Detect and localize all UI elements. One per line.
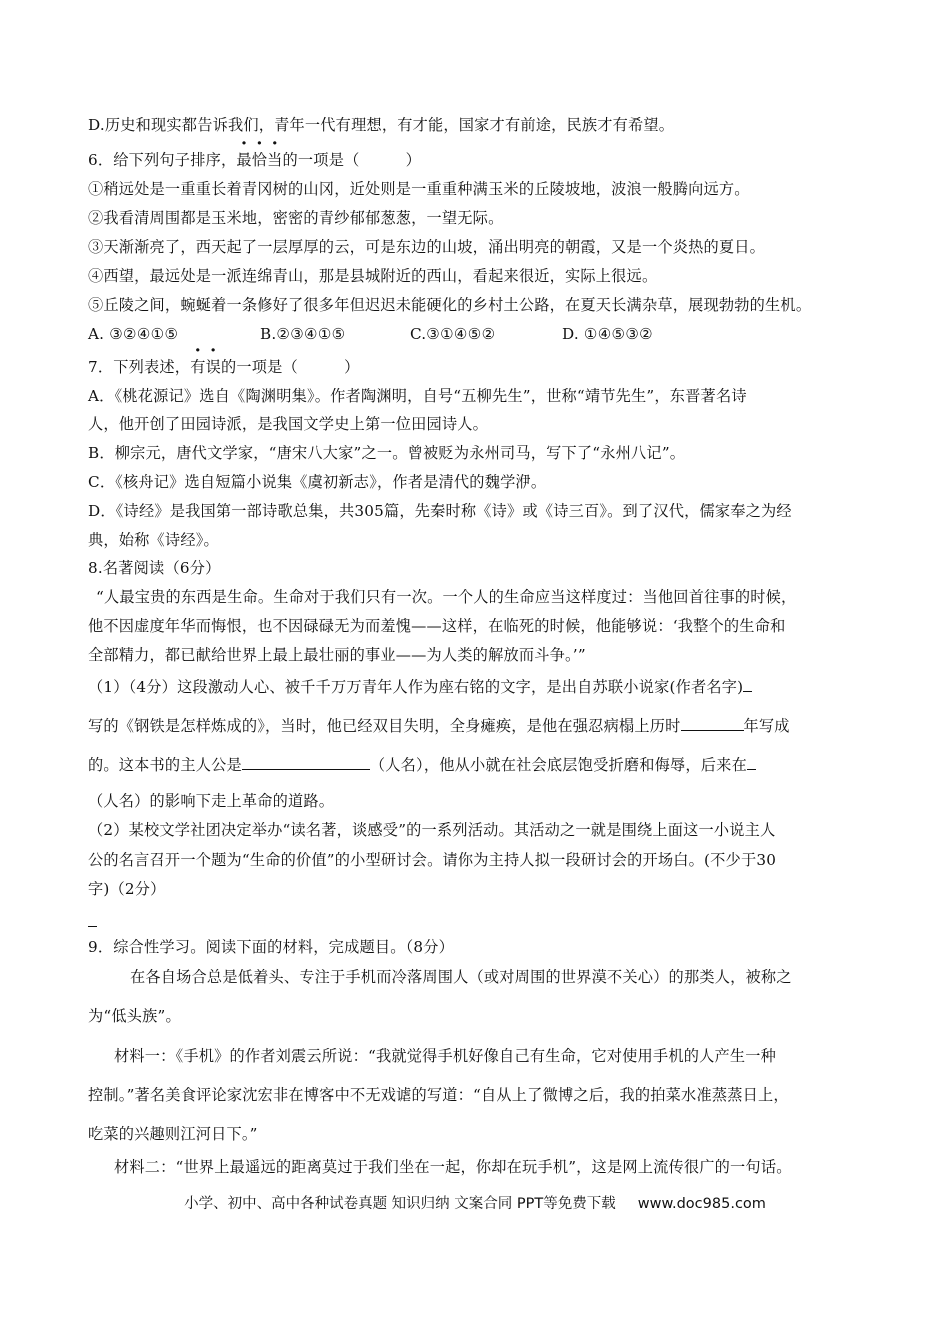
q9-intro-line2: 为“低头族”。 — [88, 1007, 181, 1025]
q8-quote-line2: 他不因虚度年华而悔恨，也不因碌碌无为而羞愧——这样，在临死的时候，他能够说：‘我整个的生命和 — [88, 617, 786, 635]
q7-stem-suffix: 的一项是（ ） — [220, 358, 360, 376]
q9-title: 9．综合性学习。阅读下面的材料，完成题目。（8分） — [88, 938, 455, 956]
footer-text: 小学、初中、高中各种试卷真题 知识归纳 文案合同 PPT等免费下载 — [184, 1196, 616, 1212]
q8-part1-line2 — [88, 713, 790, 736]
q8-part1-text: （1）（4分）这段激动人心、被千千万万青年人作为座右铭的文字，是出自苏联小说家(作者名字) — [88, 678, 744, 696]
q5-option-d: D.历史和现实都告诉我们，青年一代有理想，有才能，国家才有前途，民族才有希望。 — [88, 116, 675, 134]
q6-stem-suffix: 的一项是（ ） — [282, 151, 422, 169]
q9-material1-line3: 吃菜的兴趣则江河日下。” — [88, 1125, 258, 1143]
q6-sentence-2: ②我看清周围都是玉米地，密密的青纱郁郁葱葱，一望无际。 — [88, 209, 504, 227]
q6-stem — [88, 150, 421, 170]
mentor-name-blank[interactable] — [747, 752, 756, 770]
q6-sentence-1: ①稍远处是一重重长着青冈树的山冈，近处则是一重重种满玉米的丘陵坡地，波浪一般腾向远方。 — [88, 180, 750, 198]
q6-option-d: D. ①④⑤③② — [562, 325, 653, 343]
author-name-blank[interactable] — [743, 674, 752, 692]
q6-sentence-4: ④西望，最远处是一派连绵青山，那是县城附近的西山，看起来很近，实际上很远。 — [88, 267, 658, 285]
page-footer — [0, 1194, 950, 1214]
q9-material1-line2: 控制。”著名美食评论家沈宏非在博客中不无戏谑的写道：“自从上了微博之后，我的拍菜水准蒸蒸日上， — [88, 1086, 789, 1104]
q6-option-a: A. ③②④①⑤ — [88, 325, 179, 343]
answer-blank[interactable] — [88, 909, 97, 927]
q7-option-b: B．柳宗元，唐代文学家，“唐宋八大家”之一。曾被贬为永州司马，写下了“永州八记”。 — [88, 444, 686, 462]
q8-part1-text: 写的《钢铁是怎样炼成的》，当时，他已经双目失明，全身瘫痪，是他在强忍病榻上历时 — [88, 717, 681, 735]
years-blank[interactable] — [681, 713, 744, 731]
q7-option-a-line1: A．《桃花源记》选自《陶渊明集》。作者陶渊明，自号“五柳先生”，世称“靖节先生”，东晋著名诗 — [88, 387, 747, 405]
q8-part2-line1: （2）某校文学社团决定举办“读名著，谈感受”的一系列活动。其活动之一就是围绕上面这一小说主人 — [88, 821, 776, 839]
q9-intro-line1: 在各自场合总是低着头、专注于手机而冷落周围人（或对周围的世界漠不关心）的那类人，被称之 — [130, 968, 792, 986]
q8-quote-line1: “人最宝贵的东西是生命。生命对于我们只有一次。一个人的生命应当这样度过：当他回首往事的时候， — [96, 588, 797, 606]
q8-part2-line3: 字)（2分） — [88, 880, 166, 898]
q6-options — [88, 324, 653, 344]
q7-option-d-line1: D．《诗经》是我国第一部诗歌总集，共305篇，先秦时称《诗》或《诗三百》。到了汉代，儒家奉之为经 — [88, 502, 792, 520]
q6-option-b: B.②③④①⑤ — [260, 325, 346, 343]
emphasis-mark: 有 — [190, 358, 206, 376]
q8-part1-line3 — [88, 752, 756, 775]
q6-sentence-3: ③天渐渐亮了，西天起了一层厚厚的云，可是东边的山坡，涌出明亮的朝霞，又是一个炎热的夏日。 — [88, 238, 766, 256]
q8-part2-line2: 公的名言召开一个题为“生命的价值”的小型研讨会。请你为主持人拟一段研讨会的开场白。(不少于30 — [88, 851, 777, 869]
footer-link[interactable]: www.doc985.com — [637, 1196, 766, 1212]
q8-part1-text: 的。这本书的主人公是 — [88, 756, 242, 774]
q6-option-c: C.③①④⑤② — [410, 325, 496, 343]
q7-stem-prefix: 7．下列表述， — [88, 358, 191, 376]
q7-option-d-line2: 典，始称《诗经》。 — [88, 531, 219, 549]
q8-part1-line4: （人名）的影响下走上革命的道路。 — [88, 792, 335, 810]
q8-part1-text: （人名），他从小就在社会底层饱受折磨和侮辱，后来在 — [369, 756, 747, 774]
q8-quote-line3: 全部精力，都已献给世界上最上最壮丽的事业——为人类的解放而斗争。’” — [88, 646, 586, 664]
emphasis-mark: 最 — [236, 151, 252, 169]
q7-option-a-line2: 人，他开创了田园诗派，是我国文学史上第一位田园诗人。 — [88, 415, 489, 433]
q6-stem-prefix: 6．给下列句子排序， — [88, 151, 237, 169]
q9-material2-line1: 材料二：“世界上最遥远的距离莫过于我们坐在一起，你却在玩手机”，这是网上流传很广的一句话。 — [114, 1158, 792, 1176]
emphasis-mark: 当 — [267, 151, 283, 169]
q6-sentence-5: ⑤丘陵之间，蜿蜒着一条修好了很多年但迟迟未能硬化的乡村土公路，在夏天长满杂草，展现勃勃的生机。 — [88, 296, 812, 314]
q8-part1-line1 — [88, 674, 752, 697]
q9-material1-line1: 材料一：《手机》的作者刘震云所说：“我就觉得手机好像自己有生命，它对使用手机的人产生一种 — [114, 1047, 777, 1065]
q7-stem — [88, 357, 359, 377]
q8-answer-line[interactable] — [88, 909, 97, 932]
emphasis-mark: 恰 — [251, 151, 268, 169]
q8-part1-text: 年写成 — [743, 717, 790, 735]
emphasis-mark: 误 — [205, 358, 221, 376]
q8-title: 8.名著阅读（6分） — [88, 559, 221, 577]
protagonist-name-blank[interactable] — [242, 752, 370, 770]
q7-option-c: C．《核舟记》选自短篇小说集《虞初新志》，作者是清代的魏学洢。 — [88, 473, 547, 491]
